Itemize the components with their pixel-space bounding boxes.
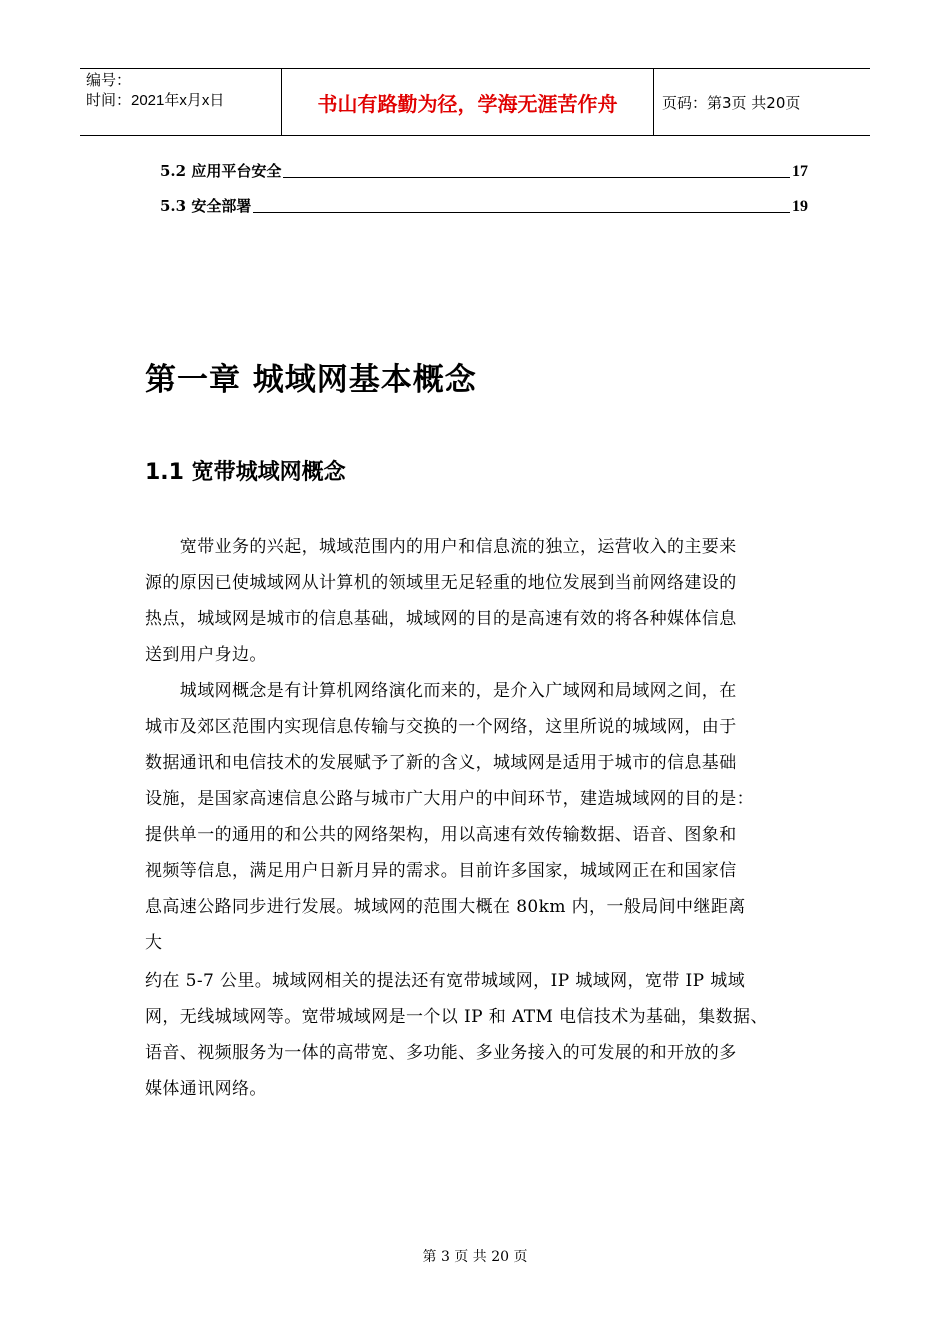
body-line: 提供单一的通用的和公共的网络架构，用以高速有效传输数据、语音、图象和 [145,825,737,845]
body-line: 媒体通讯网络。 [145,1079,267,1099]
header-time: 时间：2021年x月x日 [86,92,225,109]
page-header [80,68,870,136]
body-line: 宽带业务的兴起，城域范围内的用户和信息流的独立，运营收入的主要来 [145,537,737,557]
toc-entry-5-2[interactable] [160,160,808,181]
body-line: 约在 5-7 公里。城域网相关的提法还有宽带城域网，IP 城域网，宽带 IP 城域 [145,971,746,991]
body-line: 设施，是国家高速信息公路与城市广大用户的中间环节，建造城域网的目的是： [145,789,754,809]
section-title: 1.1 宽带城域网概念 [145,460,346,485]
body-line: 源的原因已使城域网从计算机的领域里无足轻重的地位发展到当前网络建设的 [145,573,737,593]
toc-entry-5-3[interactable] [160,195,808,216]
header-meta [80,69,282,135]
chapter-title: 第一章 城域网基本概念 [145,362,477,398]
header-page-info: 页码：第3页 共20页 [662,93,801,112]
body-line: 视频等信息，满足用户日新月异的需求。目前许多国家，城域网正在和国家信 [145,861,737,881]
page-footer: 第 3 页 共 20 页 [422,1249,528,1265]
body-line: 城市及郊区范围内实现信息传输与交换的一个网络，这里所说的城域网，由于 [145,717,737,737]
body-line: 大 [145,933,163,953]
body-line: 数据通讯和电信技术的发展赋予了新的含义，城域网是适用于城市的信息基础 [145,753,737,773]
header-motto: 书山有路勤为径，学海无涯苦作舟 [282,69,654,135]
body-line: 网，无线城域网等。宽带城域网是一个以 IP 和 ATM 电信技术为基础，集数据、 [145,1007,768,1027]
toc-page: 17 [792,163,808,180]
body-line: 语音、视频服务为一体的高带宽、多功能、多业务接入的可发展的和开放的多 [145,1043,737,1063]
toc-label: 5.3 安全部署 [160,197,252,215]
toc-leader [253,212,790,213]
toc-label: 5.2 应用平台安全 [160,162,282,180]
body-line: 送到用户身边。 [145,645,267,665]
body-line: 热点，城域网是城市的信息基础，城域网的目的是高速有效的将各种媒体信息 [145,609,737,629]
body-line: 城域网概念是有计算机网络演化而来的，是介入广域网和局域网之间，在 [145,681,737,701]
toc-leader [283,177,790,178]
toc-page: 19 [792,198,808,215]
body-line: 息高速公路同步进行发展。城域网的范围大概在 80km 内，一般局间中继距离 [145,897,746,917]
header-number: 编号： [86,72,132,89]
